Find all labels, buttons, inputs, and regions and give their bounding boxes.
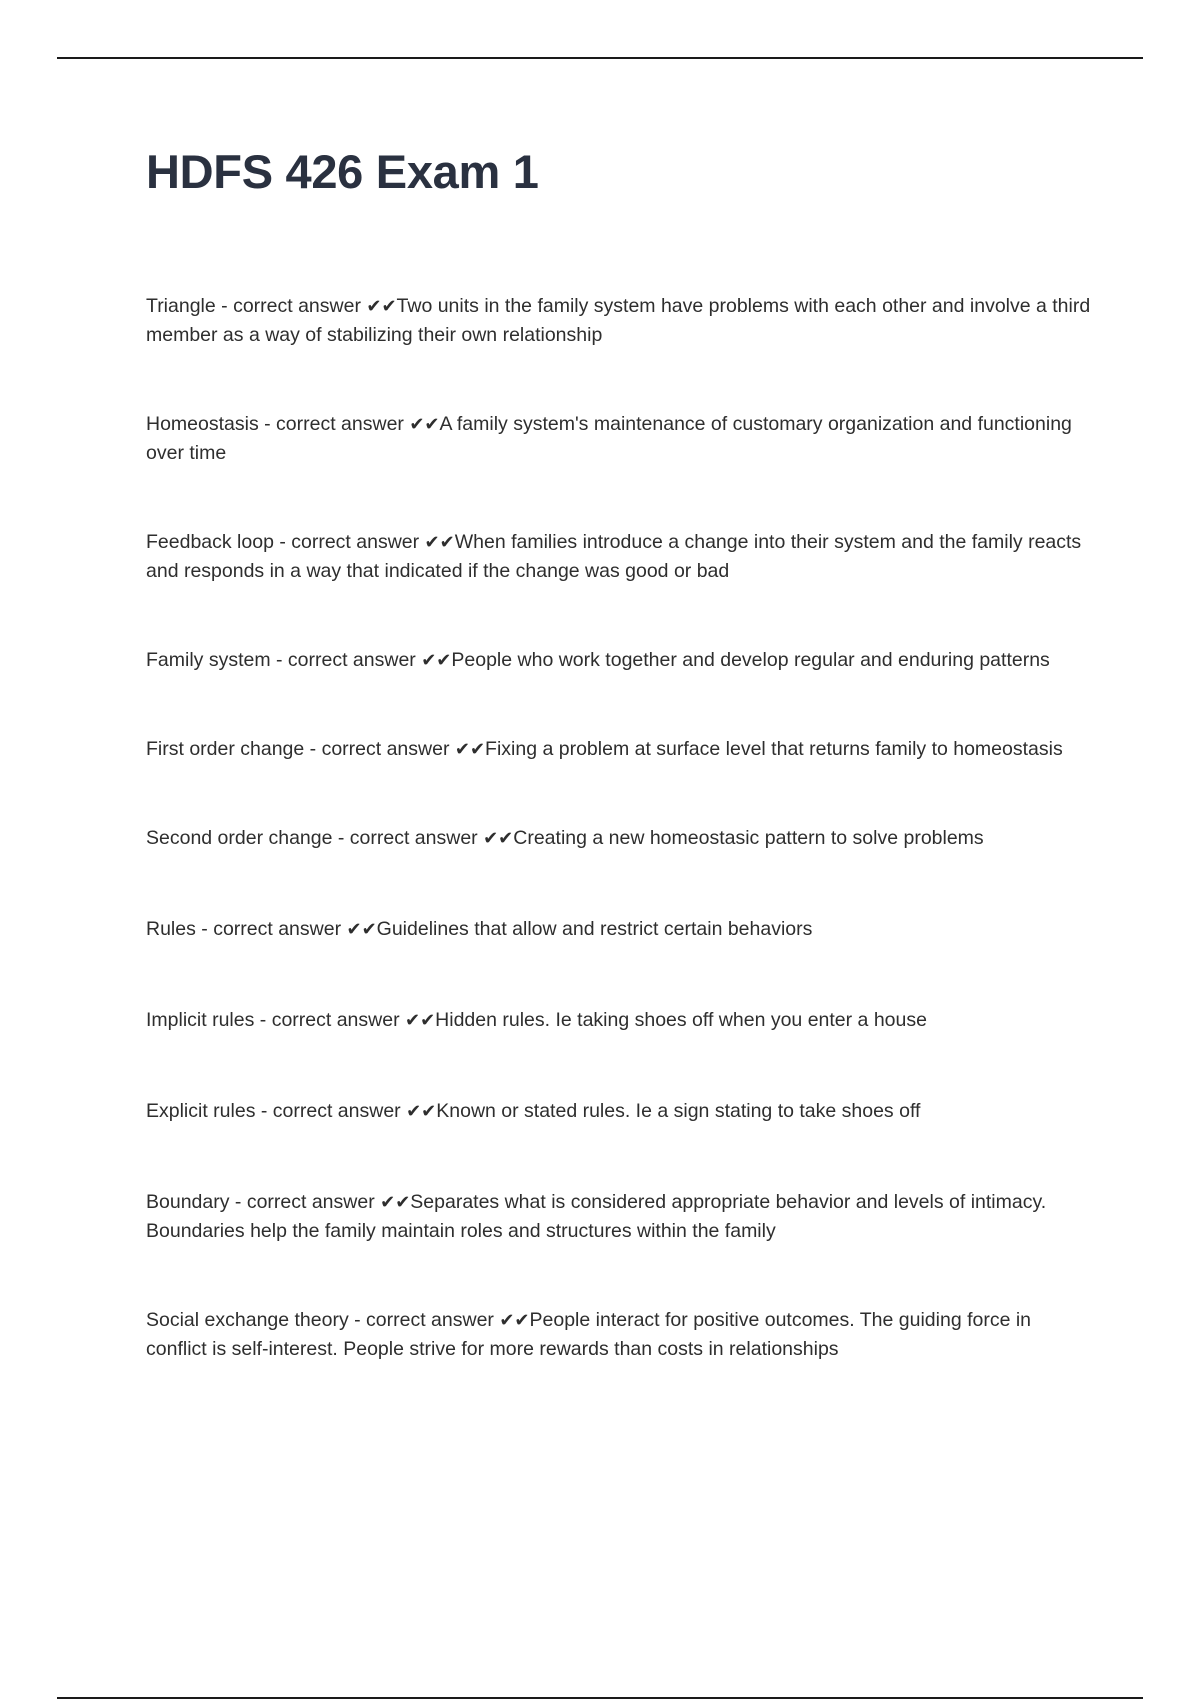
top-divider: [57, 57, 1143, 59]
term-separator: - correct answer: [258, 413, 410, 435]
term-separator: - correct answer: [273, 531, 425, 553]
term-definition: Known or stated rules. Ie a sign stating to take shoes off: [436, 1100, 921, 1122]
check-marks-icon: ✔✔: [404, 1010, 436, 1031]
check-marks-icon: ✔✔: [499, 1310, 530, 1331]
term-item: [146, 646, 1096, 675]
term-name: Social exchange theory: [146, 1309, 349, 1331]
term-separator: - correct answer: [348, 1309, 500, 1331]
term-name: Implicit rules: [146, 1009, 255, 1031]
term-separator: - correct answer: [229, 1191, 381, 1213]
term-name: Triangle: [146, 295, 216, 317]
term-separator: - correct answer: [195, 918, 347, 940]
term-name: First order change: [146, 738, 305, 760]
term-definition: Fixing a problem at surface level that returns family to homeostasis: [485, 738, 1063, 760]
check-marks-icon: ✔✔: [454, 739, 486, 760]
term-name: Boundary: [146, 1191, 230, 1213]
term-name: Explicit rules: [146, 1100, 256, 1122]
term-item: [146, 292, 1096, 350]
term-name: Homeostasis: [146, 413, 259, 435]
term-definition: Separates what is considered appropriate behavior and levels of intimacy. Boundaries help the family maintain roles and structures within the family: [146, 1191, 1047, 1242]
term-definition: Hidden rules. Ie taking shoes off when you enter a house: [435, 1009, 927, 1031]
term-definition: A family system's maintenance of customary organization and functioning over time: [146, 413, 1072, 464]
term-separator: - correct answer: [270, 649, 422, 671]
term-name: Family system: [146, 649, 271, 671]
term-separator: - correct answer: [304, 738, 455, 760]
check-marks-icon: ✔✔: [380, 1192, 411, 1213]
term-item: [146, 528, 1096, 586]
term-item: [146, 915, 1096, 944]
term-item: [146, 1097, 1096, 1126]
term-definition: People interact for positive outcomes. The guiding force in conflict is self-interest. People strive for more rewards than costs in relationships: [146, 1309, 1032, 1360]
document-title: HDFS 426 Exam 1: [146, 145, 539, 198]
term-item: [146, 1006, 1096, 1035]
term-separator: - correct answer: [215, 295, 367, 317]
term-item: [146, 735, 1096, 764]
term-definition: Creating a new homeostasic pattern to solve problems: [513, 827, 984, 849]
term-list: [146, 292, 1096, 1424]
term-definition: Two units in the family system have problems with each other and involve a third member as a way of stabilizing their own relationship: [146, 295, 1091, 346]
term-separator: - correct answer: [254, 1009, 405, 1031]
check-marks-icon: ✔✔: [483, 828, 514, 849]
check-marks-icon: ✔✔: [366, 296, 397, 317]
check-marks-icon: ✔✔: [346, 919, 377, 940]
term-item: [146, 410, 1096, 468]
term-definition: People who work together and develop regular and enduring patterns: [451, 649, 1050, 671]
term-separator: - correct answer: [255, 1100, 407, 1122]
term-name: Rules: [146, 918, 196, 940]
term-definition: When families introduce a change into their system and the family reacts and responds in a way that indicated if the change was good or bad: [146, 531, 1082, 582]
check-marks-icon: ✔✔: [406, 1101, 437, 1122]
term-name: Feedback loop: [146, 531, 274, 553]
term-definition: Guidelines that allow and restrict certain behaviors: [376, 918, 813, 940]
term-separator: - correct answer: [332, 827, 484, 849]
check-marks-icon: ✔✔: [409, 414, 440, 435]
bottom-divider: [57, 1697, 1143, 1699]
check-marks-icon: ✔✔: [424, 532, 455, 553]
term-item: [146, 1188, 1096, 1246]
term-item: [146, 1306, 1096, 1364]
term-name: Second order change: [146, 827, 333, 849]
check-marks-icon: ✔✔: [421, 650, 452, 671]
term-item: [146, 824, 1096, 853]
